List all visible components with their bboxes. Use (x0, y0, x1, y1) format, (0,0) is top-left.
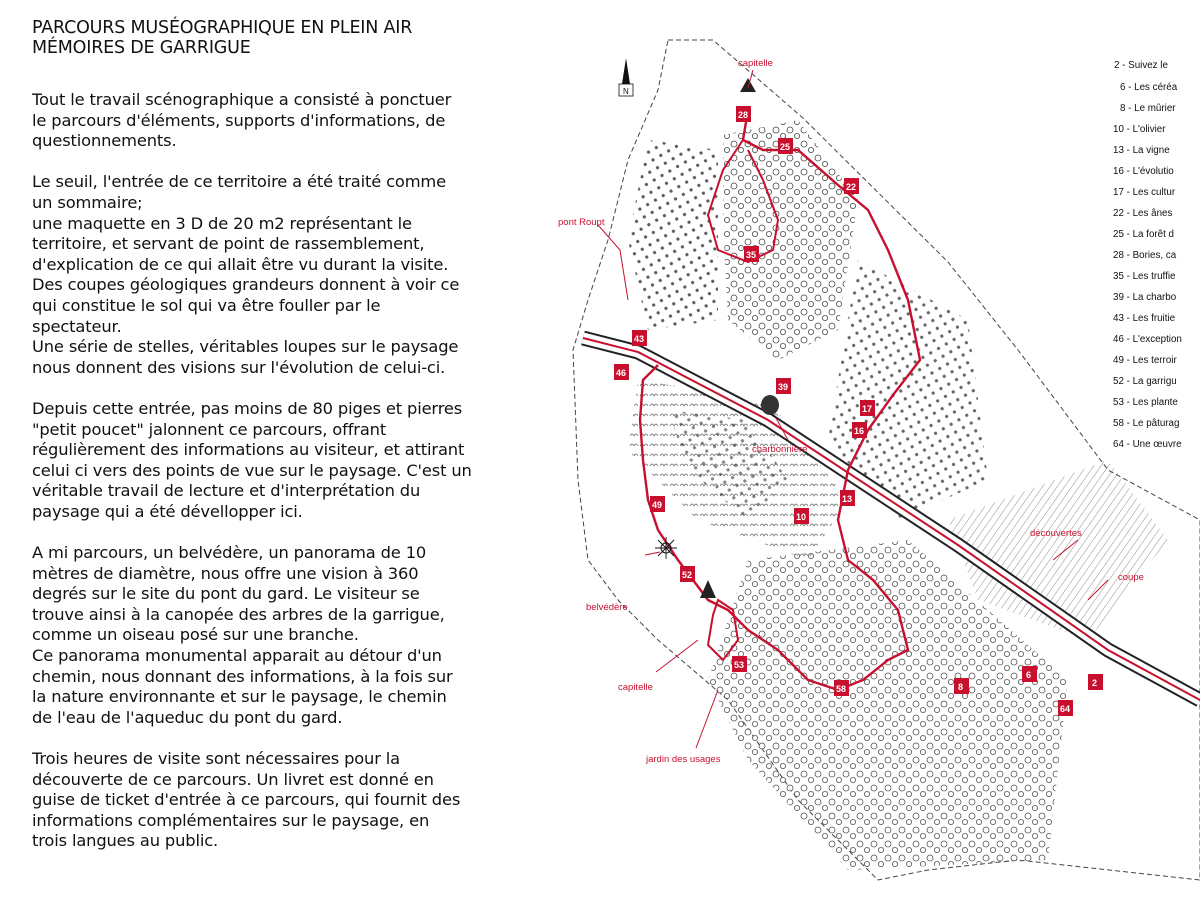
text-line: trouve ainsi à la canopée des arbres de la garrigue, (32, 604, 445, 624)
text-line: nous donnent des visions sur l'évolution de celui-ci. (32, 357, 446, 377)
site-map (548, 0, 1200, 911)
stop-marker: 6 (1026, 670, 1032, 680)
text-line: un sommaire; (32, 192, 143, 212)
stop-marker: 53 (734, 660, 745, 670)
site-map-drawing (548, 0, 1200, 911)
legend-item: 28 - Bories, ca (1113, 250, 1177, 261)
map-label-jardin: jardin des usages (646, 754, 721, 765)
capitelle-top-icon (740, 78, 756, 92)
legend-item: 35 - Les truffie (1113, 271, 1176, 282)
text-line: Ce panorama monumental apparait au détour d'un (32, 646, 442, 666)
title-line-1: PARCOURS MUSÉOGRAPHIQUE EN PLEIN AIR (32, 18, 413, 38)
legend-item: 39 - La charbo (1113, 292, 1177, 303)
legend-item: 46 - L'exception (1113, 334, 1182, 345)
stop-marker: 52 (682, 570, 693, 580)
legend-item: 52 - La garrigu (1113, 376, 1177, 387)
orchard-area (628, 140, 718, 330)
legend-item: 6 - Les céréa (1120, 82, 1178, 93)
legend-item: 53 - Les plante (1113, 397, 1178, 408)
stop-marker: 16 (854, 426, 865, 436)
text-line: questionnements. (32, 131, 177, 151)
legend-item: 22 - Les ânes (1113, 208, 1173, 219)
text-line: A mi parcours, un belvédère, un panorama de 10 (32, 543, 427, 563)
paragraph-seuil (32, 172, 542, 378)
legend-item: 58 - Le pâturag (1113, 418, 1180, 429)
text-line: celui ci vers des points de vue sur le paysage. C'est un (32, 460, 472, 480)
stop-marker: 22 (846, 182, 857, 192)
charbonniere-icon (761, 395, 779, 415)
stop-marker: 13 (842, 494, 853, 504)
text-line: "petit poucet" jalonnent ce parcours, offrant (32, 419, 387, 439)
capitelle-bottom-icon (700, 580, 716, 598)
paragraph-piges (32, 399, 542, 523)
legend-item: 17 - Les cultur (1113, 187, 1176, 198)
text-line: d'explication de ce qui allait être vu durant la visite. (32, 254, 449, 274)
text-line: de l'eau de l'aqueduc du pont du gard. (32, 707, 343, 727)
forest-area (723, 120, 858, 360)
text-line: régulièrement des informations au visiteur, et attirant (32, 440, 465, 460)
legend-item: 49 - Les terroir (1113, 355, 1177, 366)
stop-marker: 25 (780, 142, 791, 152)
legend-item: 64 - Une œuvre (1113, 439, 1182, 450)
stop-marker: 43 (634, 334, 645, 344)
stop-marker: 10 (796, 512, 807, 522)
text-line: trois langues au public. (32, 831, 219, 851)
belvedere-star-icon (655, 537, 677, 559)
text-line: Une série de stelles, véritables loupes sur le paysage (32, 337, 459, 357)
legend-item: 13 - La vigne (1113, 145, 1170, 156)
paragraph-visite (32, 749, 542, 852)
text-line: informations complémentaires sur le paysage, en (32, 810, 430, 830)
text-line: Des coupes géologiques grandeurs donnent à voir ce (32, 275, 460, 295)
stop-marker: 64 (1060, 704, 1071, 714)
paragraph-intro (32, 90, 542, 152)
text-line: degrés sur le site du pont du gard. Le visiteur se (32, 584, 420, 604)
text-line: comme un oiseau posé sur une branche. (32, 625, 359, 645)
stop-marker: 2 (1092, 678, 1098, 688)
page-title (32, 18, 542, 58)
text-line: spectateur. (32, 316, 122, 336)
text-line: une maquette en 3 D de 20 m2 représentant le (32, 213, 412, 233)
stop-marker: 35 (746, 250, 757, 260)
map-label-pont-roupt: pont Roupt (558, 217, 605, 228)
title-line-2: MÉMOIRES DE GARRIGUE (32, 38, 251, 58)
text-line: la nature environnante et sur le paysage, le chemin (32, 687, 447, 707)
legend-item: 10 - L'olivier (1113, 124, 1166, 135)
stop-marker: 8 (958, 682, 964, 692)
map-label-coupe: coupe (1118, 572, 1144, 583)
text-line: Le seuil, l'entrée de ce territoire a été traité comme (32, 172, 446, 192)
text-line: territoire, et servant de point de rassemblement, (32, 234, 425, 254)
map-legend (1104, 50, 1200, 464)
text-line: chemin, nous donnant des informations, à la fois sur (32, 666, 453, 686)
text-line: mètres de diamètre, nous offre une vision à 360 (32, 563, 419, 583)
text-line: paysage qui a été dévellopper ici. (32, 501, 303, 521)
paragraph-belvedere (32, 543, 542, 728)
text-column (32, 18, 542, 873)
text-line: le parcours d'éléments, supports d'informations, de (32, 110, 446, 130)
map-label-charbonniere: charbonnière (752, 444, 808, 455)
text-line: qui constitue le sol qui va être fouller par le (32, 295, 381, 315)
stop-marker: 58 (836, 684, 847, 694)
legend-item: 43 - Les fruitie (1113, 313, 1176, 324)
stop-marker: 39 (778, 382, 789, 392)
north-arrow-icon (619, 58, 633, 96)
stop-marker: 28 (738, 110, 749, 120)
text-line: Depuis cette entrée, pas moins de 80 piges et pierres (32, 398, 463, 418)
legend-item: 8 - Le mûrier (1120, 103, 1176, 114)
map-label-decouvertes: découvertes (1030, 528, 1082, 539)
stop-marker: 49 (652, 500, 663, 510)
map-label-capitelle-bottom: capitelle (618, 682, 653, 693)
legend-item: 2 - Suivez le (1114, 60, 1168, 71)
text-line: Tout le travail scénographique a consisté à ponctuer (32, 90, 452, 109)
north-label: N (623, 87, 629, 96)
text-line: Trois heures de visite sont nécessaires pour la (32, 749, 400, 768)
stop-marker: 17 (862, 404, 873, 414)
map-label-capitelle: capitelle (738, 58, 773, 69)
map-label-belvedere: belvédère (586, 602, 628, 613)
stop-marker: 46 (616, 368, 627, 378)
legend-item: 16 - L'évolutio (1113, 166, 1174, 177)
text-line: découverte de ce parcours. Un livret est donné en (32, 769, 434, 789)
text-line: guise de ticket d'entrée à ce parcours, qui fournit des (32, 790, 461, 810)
legend-item: 25 - La forêt d (1113, 229, 1174, 240)
text-line: véritable travail de lecture et d'interprétation du (32, 481, 421, 501)
